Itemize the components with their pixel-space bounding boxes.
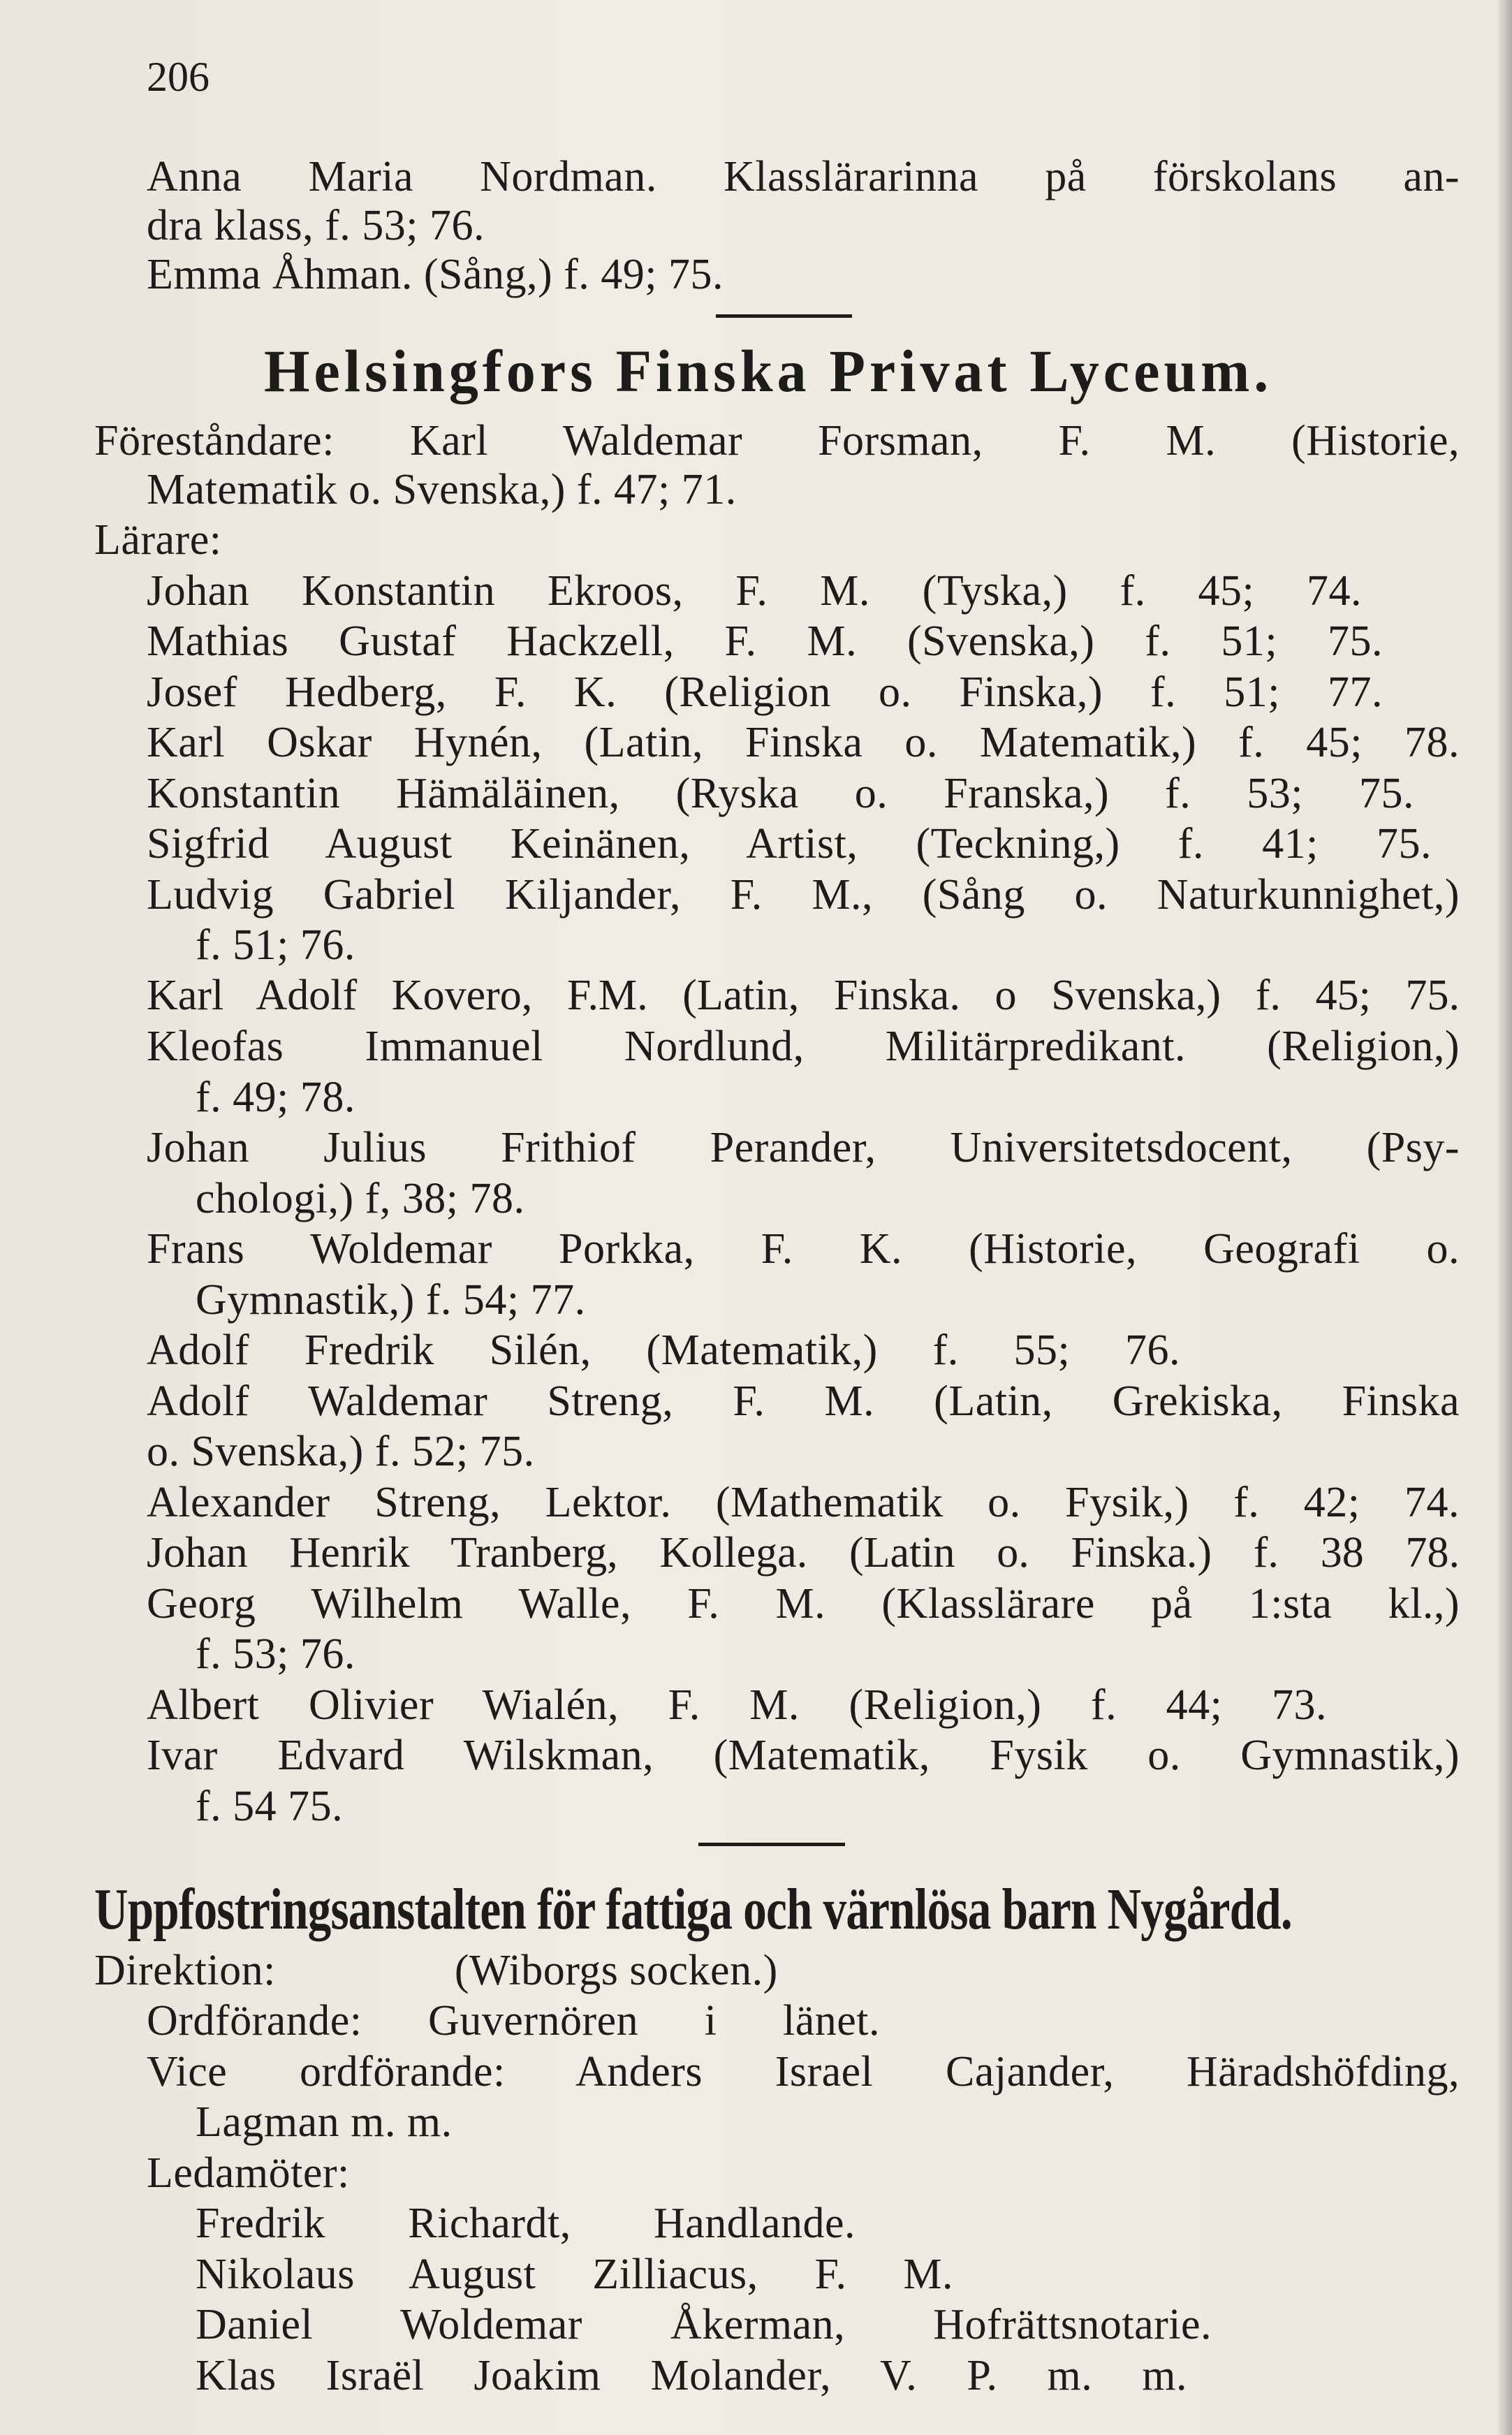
text-line: Vice ordförande: Anders Israel Cajander, Häradshöfding, [147, 2048, 1460, 2096]
text-line: dra klass, f. 53; 76. [147, 202, 485, 249]
text-line: Fredrik Richardt, Handlande. [196, 2200, 856, 2247]
section-heading: Helsingfors Finska Privat Lyceum. [264, 337, 1273, 404]
text-line: Ludvig Gabriel Kiljander, F. M., (Sång o. Naturkunnighet,) [147, 871, 1460, 919]
text-line: Konstantin Hämäläinen, (Ryska o. Franska,) f. 53; 75. [147, 770, 1414, 817]
text-line: f. 54 75. [196, 1783, 344, 1830]
section-divider [698, 1843, 845, 1846]
text-line: chologi,) f, 38; 78. [196, 1175, 525, 1222]
text-line: Josef Hedberg, F. K. (Religion o. Finska,) f. 51; 77. [147, 668, 1383, 716]
text-line: Johan Konstantin Ekroos, F. M. (Tyska,) f. 45; 74. [147, 567, 1362, 615]
text-line: f. 49; 78. [196, 1074, 355, 1121]
text-line: Sigfrid August Keinänen, Artist, (Teckning,) f. 41; 75. [147, 820, 1432, 868]
text-line: Ledamöter: [147, 2149, 350, 2197]
text-line: Frans Woldemar Porkka, F. K. (Historie, Geografi o. [147, 1225, 1460, 1273]
text-line: Johan Julius Frithiof Perander, Universitetsdocent, (Psy- [147, 1124, 1460, 1171]
text-line: o. Svenska,) f. 52; 75. [147, 1428, 535, 1475]
text-line: Nikolaus August Zilliacus, F. M. [196, 2251, 953, 2298]
text-line: Ordförande: Guvernören i länet. [147, 1997, 880, 2045]
text-line: Alexander Streng, Lektor. (Mathematik o. Fysik,) f. 42; 74. [147, 1479, 1460, 1526]
text-line: Adolf Fredrik Silén, (Matematik,) f. 55; 76. [147, 1326, 1180, 1374]
text-line: Föreståndare: Karl Waldemar Forsman, F. M. (Historie, [94, 417, 1460, 465]
text-line: Albert Olivier Wialén, F. M. (Religion,) f. 44; 73. [147, 1681, 1327, 1729]
text-line: Lagman m. m. [196, 2098, 453, 2146]
section-divider [716, 314, 852, 318]
text-line: Karl Adolf Kovero, F.M. (Latin, Finska. o Svenska,) f. 45; 75. [147, 972, 1460, 1019]
text-line: Karl Oskar Hynén, (Latin, Finska o. Matematik,) f. 45; 78. [147, 719, 1460, 766]
text-line: Anna Maria Nordman. Klasslärarinna på förskolans an- [147, 153, 1460, 200]
text-line: Klas Israël Joakim Molander, V. P. m. m. [196, 2352, 1187, 2399]
text-line: Direktion: (Wiborgs socken.) [94, 1947, 778, 1994]
page-number: 206 [147, 54, 210, 100]
text-line: Lärare: [94, 516, 222, 564]
text-line: Johan Henrik Tranberg, Kollega. (Latin o. Finska.) f. 38 78. [147, 1529, 1460, 1577]
text-line: Kleofas Immanuel Nordlund, Militärpredikant. (Religion,) [147, 1023, 1460, 1070]
text-line: Emma Åhman. (Sång,) f. 49; 75. [147, 251, 724, 298]
text-line: Adolf Waldemar Streng, F. M. (Latin, Grekiska, Finska [147, 1377, 1460, 1425]
section-heading: Uppfostringsanstalten för fattiga och värnlösa barn Nygårdd. [94, 1877, 1292, 1942]
text-line: Daniel Woldemar Åkerman, Hofrättsnotarie. [196, 2301, 1212, 2348]
text-line: Gymnastik,) f. 54; 77. [196, 1276, 586, 1324]
text-line: Mathias Gustaf Hackzell, F. M. (Svenska,) f. 51; 75. [147, 617, 1383, 665]
text-line: Matematik o. Svenska,) f. 47; 71. [147, 466, 737, 513]
text-line: f. 53; 76. [196, 1630, 355, 1678]
text-line: Ivar Edvard Wilskman, (Matematik, Fysik o. Gymnastik,) [147, 1732, 1460, 1779]
text-line: Georg Wilhelm Walle, F. M. (Klasslärare på 1:sta kl.,) [147, 1580, 1460, 1628]
page-edge-shadow [1497, 0, 1512, 2435]
text-line: f. 51; 76. [196, 921, 355, 969]
